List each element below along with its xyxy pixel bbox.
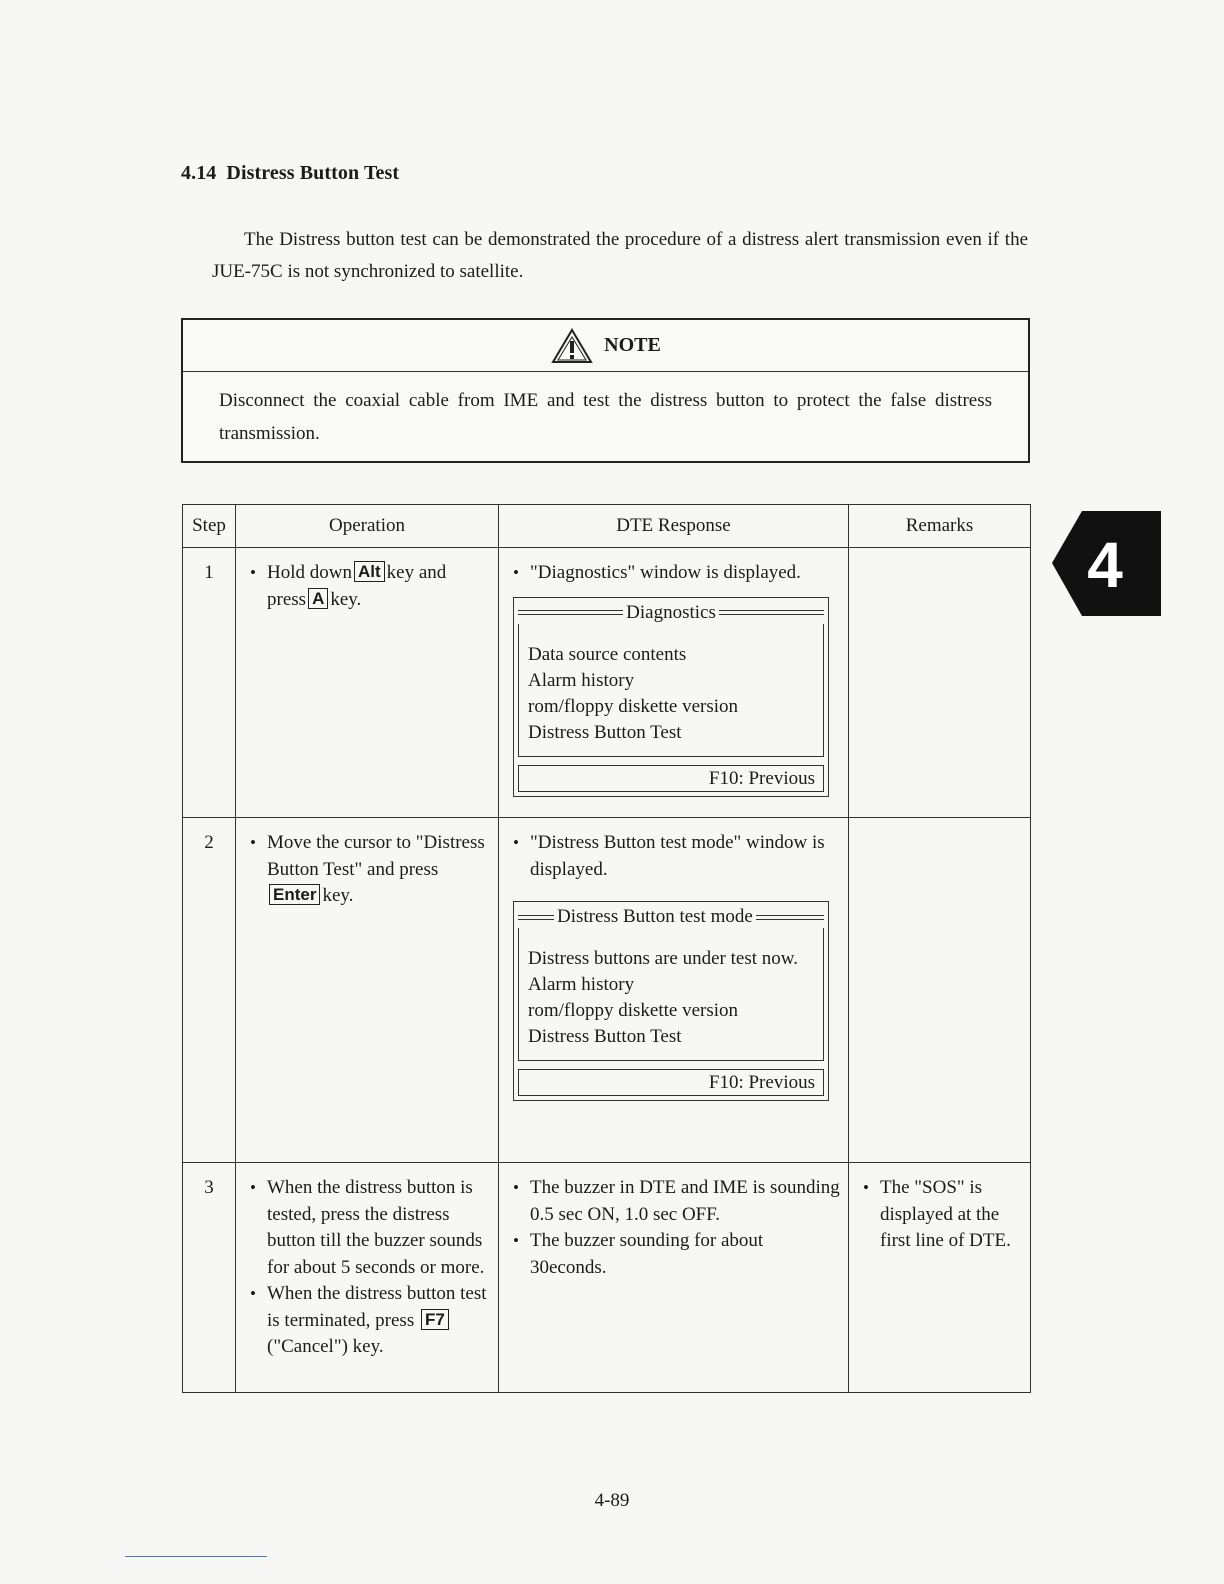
header-step: Step bbox=[183, 505, 236, 548]
operation-bullet: • When the distress button is tested, press the distress button till the buzzer sounds for about 5 seconds or more. bbox=[250, 1175, 490, 1281]
section-number: 4.14 bbox=[181, 162, 217, 184]
operation-bullet: • Move the cursor to "Distress Button Test" and pressEnter key. bbox=[250, 830, 490, 910]
response-bullet: • The buzzer in DTE and IME is sounding 0.5 sec ON, 1.0 sec OFF. bbox=[513, 1175, 840, 1228]
remarks-cell bbox=[849, 1163, 1031, 1393]
menu-item: Distress Button Test bbox=[528, 721, 682, 743]
step-number: 1 bbox=[183, 548, 236, 818]
window-menu bbox=[518, 928, 824, 1061]
page-number: 4-89 bbox=[594, 1490, 630, 1511]
note-title: NOTE bbox=[604, 334, 661, 356]
menu-item: Alarm history bbox=[528, 669, 635, 691]
operation-bullet: • When the distress button test is terminated, press F7("Cancel") key. bbox=[250, 1281, 490, 1361]
menu-item: Distress buttons are under test now. bbox=[528, 948, 798, 969]
note-box bbox=[181, 318, 1030, 463]
menu-item: Data source contents bbox=[528, 643, 687, 665]
remarks-cell bbox=[849, 818, 1031, 1163]
response-cell bbox=[499, 1163, 849, 1393]
header-response: DTE Response bbox=[499, 505, 849, 548]
response-bullet: • "Diagnostics" window is displayed. bbox=[513, 560, 840, 587]
chapter-tab-number: 4 bbox=[1087, 529, 1123, 601]
menu-item: Alarm history bbox=[528, 974, 635, 995]
f7-key: F7 bbox=[421, 1309, 449, 1330]
menu-item: rom/floppy diskette version bbox=[528, 695, 739, 717]
response-bullet: • "Distress Button test mode" window is displayed. bbox=[513, 830, 840, 883]
remarks-cell bbox=[849, 548, 1031, 818]
operation-cell bbox=[236, 1163, 499, 1393]
operation-bullet: • Hold down Alt key and press A key. bbox=[250, 560, 490, 613]
step-number: 3 bbox=[183, 1163, 236, 1393]
alt-key: Alt bbox=[354, 561, 385, 582]
operation-cell bbox=[236, 548, 499, 818]
header-operation: Operation bbox=[236, 505, 499, 548]
chapter-tab bbox=[1052, 511, 1161, 616]
response-bullet: • The buzzer sounding for about 30econds. bbox=[513, 1228, 840, 1281]
menu-item: rom/floppy diskette version bbox=[528, 1000, 739, 1021]
distress-test-window bbox=[513, 901, 829, 1101]
diagnostics-window bbox=[513, 597, 829, 797]
table-row bbox=[183, 1163, 1031, 1393]
window-footer: F10: Previous bbox=[518, 1069, 824, 1096]
table-row bbox=[183, 548, 1031, 818]
warning-triangle-icon bbox=[550, 327, 594, 365]
header-remarks: Remarks bbox=[849, 505, 1031, 548]
a-key: A bbox=[308, 588, 328, 609]
enter-key: Enter bbox=[269, 884, 320, 905]
section-title: Distress Button Test bbox=[226, 162, 400, 184]
footer-rule bbox=[125, 1556, 267, 1557]
intro-paragraph: The Distress button test can be demonstrated the procedure of a distress alert transmission even if the JUE-75C is not synchronized to satellite. bbox=[212, 229, 1028, 282]
window-menu bbox=[518, 624, 824, 757]
note-header bbox=[183, 320, 1028, 372]
step-number: 2 bbox=[183, 818, 236, 1163]
procedure-table bbox=[182, 504, 1031, 1393]
note-text: Disconnect the coaxial cable from IME and test the distress button to protect the false distress transmission. bbox=[219, 390, 992, 444]
window-title: Diagnostics bbox=[626, 601, 716, 623]
response-cell bbox=[499, 818, 849, 1163]
remarks-bullet: • The "SOS" is displayed at the first line of DTE. bbox=[863, 1175, 1022, 1255]
window-footer: F10: Previous bbox=[518, 765, 824, 792]
operation-cell bbox=[236, 818, 499, 1163]
section-heading bbox=[181, 162, 399, 185]
table-row bbox=[183, 818, 1031, 1163]
window-title: Distress Button test mode bbox=[557, 906, 753, 927]
table-header-row bbox=[183, 505, 1031, 548]
menu-item: Distress Button Test bbox=[528, 1026, 682, 1047]
response-cell bbox=[499, 548, 849, 818]
